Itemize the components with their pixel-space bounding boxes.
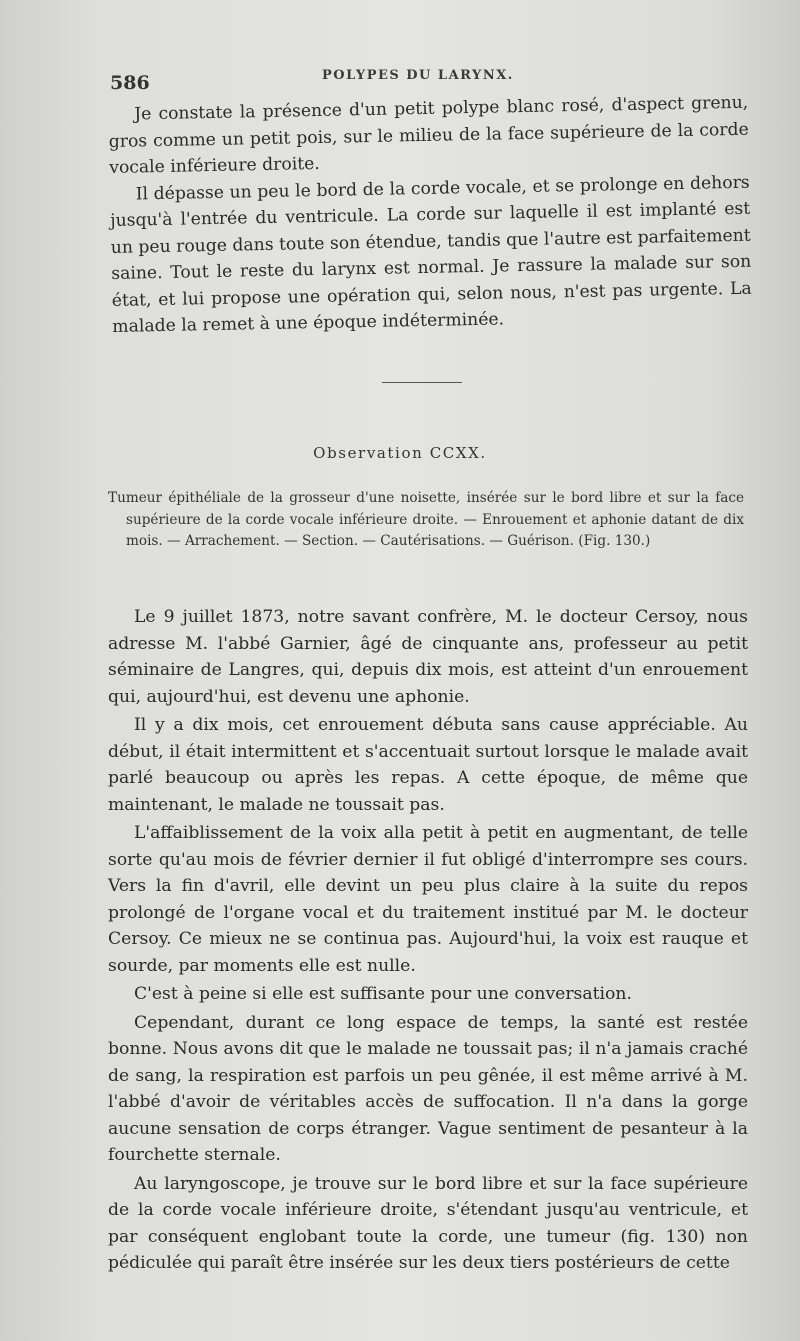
running-title: POLYPES DU LARYNX. xyxy=(322,68,514,83)
paragraph: Cependant, durant ce long espace de temps, la santé est restée bonne. Nous avons dit que le malade ne toussait pas; il n'a jamais craché de sang, la respiration est parfois un peu gênée, il est même arrivé à M. l'abbé d'avoir de véritables accès de suffocation. Il n'a dans la gorge aucune sensation de corps étranger. Vague sentiment de pesanteur à la fourchette sternale. xyxy=(108,1012,748,1165)
observation-body xyxy=(108,604,748,1279)
section-separator xyxy=(382,382,462,383)
paragraph: L'affaiblissement de la voix alla petit à petit en augmentant, de telle sorte qu'au mois de février dernier il fut obligé d'interrompre ses cours. Vers la fin d'avril, elle devint un peu plus claire à la suite du repos prolongé de l'organe vocal et du traitement institué par M. le docteur Cersoy. Ce mieux ne se continua pas. Aujourd'hui, la voix est rauque et sourde, par moments elle est nulle. xyxy=(108,823,748,976)
paragraph: C'est à peine si elle est suffisante pour une conversation. xyxy=(134,984,632,1004)
summary-text: Tumeur épithéliale de la grosseur d'une noisette, insérée sur le bord libre et sur la face supérieure de la corde vocale inférieure droite. — Enrouement et aphonie datant de dix mois. — Arrachement. — Section. — Cautérisations. — Guérison. (Fig. 130.) xyxy=(108,490,744,549)
paragraph: Le 9 juillet 1873, notre savant confrère, M. le docteur Cersoy, nous adresse M. l'abbé Garnier, âgé de cinquante ans, professeur au petit séminaire de Langres, qui, depuis dix mois, est atteint d'un enrouement qui, aujourd'hui, est devenu une aphonie. xyxy=(108,607,748,707)
observation-title: Observation CCXX. xyxy=(313,444,487,462)
observation-summary xyxy=(108,488,744,553)
continued-text xyxy=(108,90,752,341)
page-number: 586 xyxy=(110,72,150,94)
paragraph: Il y a dix mois, cet enrouement débuta sans cause appréciable. Au début, il était intermittent et s'accentuait surtout lorsque le malade avait parlé beaucoup ou après les repas. A cette époque, de même que maintenant, le malade ne toussait pas. xyxy=(108,715,748,815)
paragraph: Au laryngoscope, je trouve sur le bord libre et sur la face supérieure de la corde vocale inférieure droite, s'étendant jusqu'au ventricule, et par conséquent englobant toute la corde, une tumeur (fig. 130) non pédiculée qui paraît être insérée sur les deux tiers postérieurs de cette xyxy=(108,1173,748,1273)
paragraph: Il dépasse un peu le bord de la corde vocale, et se prolonge en dehors jusqu'à l'entrée du ventricule. La corde sur laquelle il est implanté est un peu rouge dans toute son étendue, tandis que l'autre est parfaitement saine. Tout le reste du larynx est normal. Je rassure la malade sur son état, et lui propose une opération qui, selon nous, n'est pas urgente. La malade la remet à une époque indéterminée. xyxy=(110,172,752,337)
page-header xyxy=(110,62,750,92)
paragraph: Je constate la présence d'un petit polype blanc rosé, d'aspect grenu, gros comme un petit pois, sur le milieu de la face supérieure de la corde vocale inférieure droite. xyxy=(108,92,749,178)
